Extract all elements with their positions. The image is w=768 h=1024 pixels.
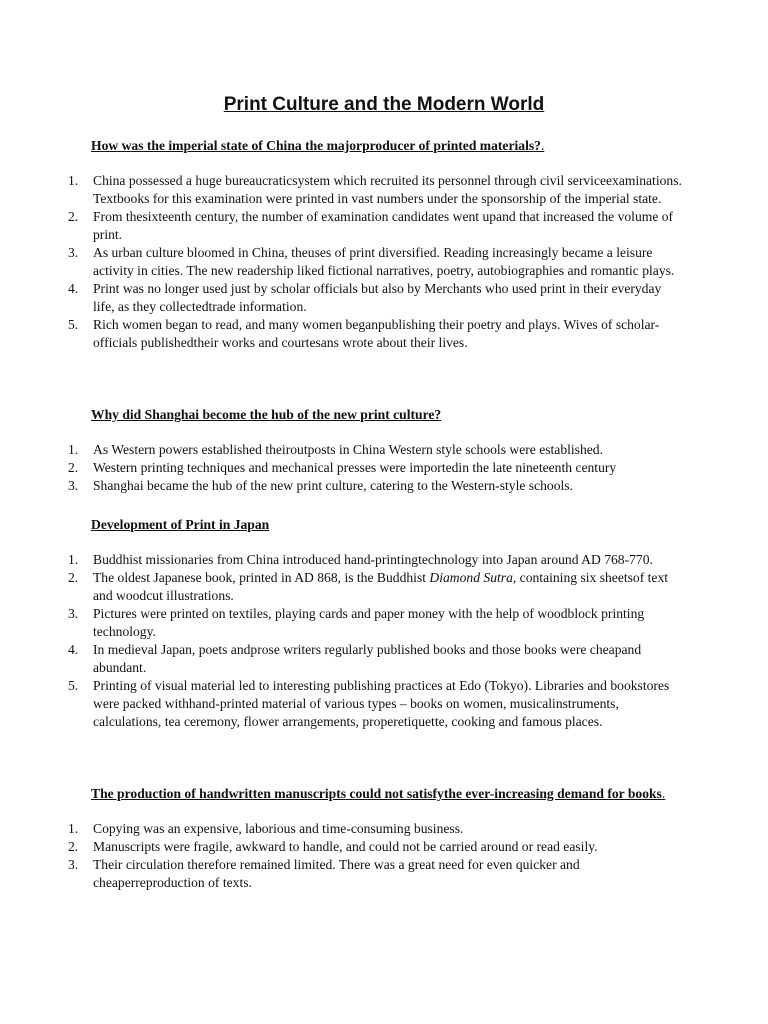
numbered-list (66, 441, 686, 495)
list-item (66, 856, 686, 892)
list-item (66, 569, 686, 605)
book-title-italic: Diamond Sutra (429, 570, 513, 585)
numbered-list (66, 551, 686, 731)
list-item-text: Copying was an expensive, laborious and time-consuming business. (93, 821, 464, 836)
list-number: 2. (68, 460, 79, 475)
list-item (66, 208, 686, 244)
list-item-text: As Western powers established theiroutposts in China Western style schools were established. (93, 442, 604, 457)
section-heading (91, 137, 686, 155)
list-item-text: China possessed a huge bureaucraticsystem which recruited its personnel through civil serviceexaminations. Textbooks for this examination were printed in vast numbers under the sponsorship of the imperial state. (93, 173, 682, 206)
list-item (66, 172, 686, 208)
list-number: 2. (68, 570, 79, 585)
list-item-text: Manuscripts were fragile, awkward to handle, and could not be carried around or read easily. (93, 839, 598, 854)
section-china (66, 137, 686, 352)
list-number: 3. (68, 606, 79, 621)
list-number: 2. (68, 209, 79, 224)
list-item-text: Their circulation therefore remained limited. There was a great need for even quicker and cheaperreproduction of texts. (93, 857, 580, 890)
list-item (66, 441, 686, 459)
list-item (66, 820, 686, 838)
list-item (66, 459, 686, 477)
section-heading-suffix: . (661, 786, 666, 801)
list-item-text: Rich women began to read, and many women beganpublishing their poetry and plays. Wives of scholar-officials publishedtheir works and courtesans wrote about their lives. (93, 317, 660, 350)
section-heading-text: How was the imperial state of China the majorproducer of printed materials? (91, 138, 541, 153)
list-number: 2. (68, 839, 79, 854)
list-number: 1. (68, 442, 79, 457)
list-item-text (93, 570, 668, 603)
section-heading (91, 516, 686, 534)
list-item (66, 280, 686, 316)
list-number: 4. (68, 642, 79, 657)
list-number: 1. (68, 552, 79, 567)
list-item-text: Printing of visual material led to interesting publishing practices at Edo (Tokyo). Libraries and bookstores were packed withhand-printed material of various types – books on women, musicalinstruments, calculations, tea ceremony, flower arrangements, properetiquette, cooking and famous places. (93, 678, 670, 729)
list-item-text: Western printing techniques and mechanical presses were importedin the late nineteenth century (93, 460, 617, 475)
list-number: 1. (68, 173, 79, 188)
list-item (66, 605, 686, 641)
section-manuscripts (66, 785, 686, 892)
section-shanghai (66, 406, 686, 495)
list-item (66, 477, 686, 495)
section-heading-suffix: . (540, 138, 545, 153)
section-heading (91, 785, 686, 803)
page-title: Print Culture and the Modern World (223, 94, 545, 115)
list-number: 3. (68, 857, 79, 872)
list-item-text-part: , containing six sheetsof text and woodcut illustrations. (93, 570, 669, 603)
section-heading-text: Why did Shanghai become the hub of the new print culture? (91, 407, 442, 422)
list-item (66, 244, 686, 280)
section-heading-text: Development of Print in Japan (91, 517, 270, 532)
list-number: 5. (68, 317, 79, 332)
list-number: 4. (68, 281, 79, 296)
list-item (66, 316, 686, 352)
numbered-list (66, 820, 686, 892)
list-item-text: As urban culture bloomed in China, theuses of print diversified. Reading increasingly became a leisure activity in cities. The new readership liked fictional narratives, poetry, autobiographies and romantic plays. (93, 245, 675, 278)
list-number: 5. (68, 678, 79, 693)
list-item-text: Print was no longer used just by scholar officials but also by Merchants who used print in their everyday life, as they collectedtrade information. (93, 281, 662, 314)
section-heading-text: The production of handwritten manuscripts could not satisfythe ever-increasing demand for books (91, 786, 662, 801)
numbered-list (66, 172, 686, 352)
list-item-text: In medieval Japan, poets andprose writers regularly published books and those books were cheapand abundant. (93, 642, 642, 675)
list-item (66, 551, 686, 569)
list-item-text: Shanghai became the hub of the new print culture, catering to the Western-style schools. (93, 478, 573, 493)
list-item-text: Pictures were printed on textiles, playing cards and paper money with the help of woodblock printing technology. (93, 606, 645, 639)
section-heading (91, 406, 686, 424)
list-number: 3. (68, 245, 79, 260)
section-japan (66, 516, 686, 731)
list-item-text: Buddhist missionaries from China introduced hand-printingtechnology into Japan around AD 768-770. (93, 552, 653, 567)
list-item-text: From thesixteenth century, the number of examination candidates went upand that increased the volume of print. (93, 209, 674, 242)
list-item (66, 838, 686, 856)
list-number: 3. (68, 478, 79, 493)
list-item-text-part: The oldest Japanese book, printed in AD 868, is the Buddhist (93, 570, 430, 585)
list-number: 1. (68, 821, 79, 836)
list-item (66, 641, 686, 677)
list-item (66, 677, 686, 731)
